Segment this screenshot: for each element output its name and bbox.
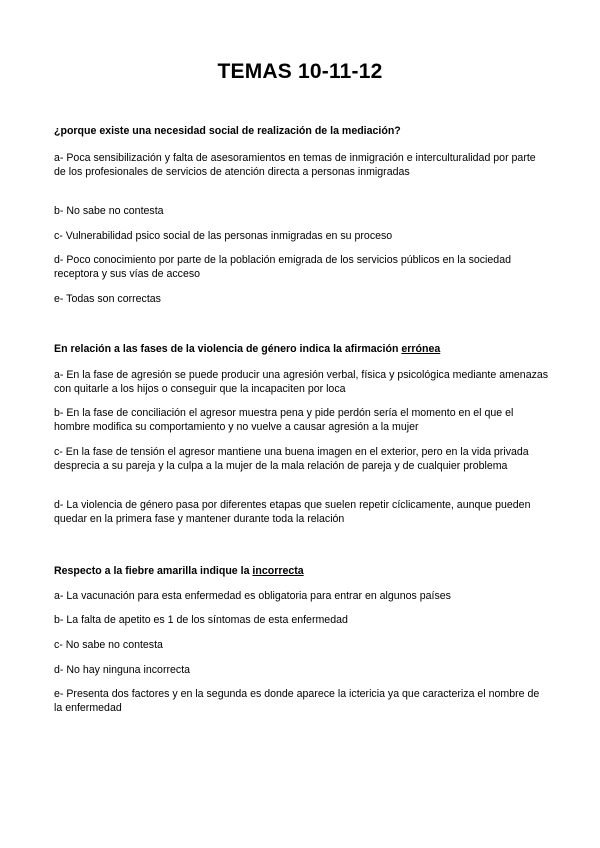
question-2-text: En relación a las fases de la violencia de género indica la afirmación bbox=[54, 343, 402, 355]
question-2-option-c: c- En la fase de tensión el agresor mantiene una buena imagen en el exterior, pero en la vida privada desprecia a su pareja y la culpa a la mujer de la mala relación de pareja y de cualquier problema bbox=[54, 446, 529, 472]
question-3-option-b: b- La falta de apetito es 1 de los síntomas de esta enfermedad bbox=[54, 614, 348, 626]
question-1-option-a: a- Poca sensibilización y falta de asesoramientos en temas de inmigración e interculturalidad por parte de los profesionales de servicios de atención directa a personas inmigradas bbox=[54, 152, 536, 178]
question-3-underlined-word: incorrecta bbox=[252, 565, 304, 577]
question-3-option-d: d- No hay ninguna incorrecta bbox=[54, 664, 191, 676]
question-1-option-c: c- Vulnerabilidad psico social de las personas inmigradas en su proceso bbox=[54, 230, 393, 242]
question-3-option-e: e- Presenta dos factores y en la segunda es donde aparece la ictericia ya que caracteriza el nombre de la enfermedad bbox=[54, 688, 540, 714]
question-1-option-b: b- No sabe no contesta bbox=[54, 205, 164, 217]
question-2 bbox=[54, 342, 554, 356]
question-3 bbox=[54, 564, 554, 578]
question-1-option-e: e- Todas son correctas bbox=[54, 293, 161, 305]
question-3-option-c: c- No sabe no contesta bbox=[54, 639, 163, 651]
question-2-option-d: d- La violencia de género pasa por diferentes etapas que suelen repetir cíclicamente, aunque pueden quedar en la primera fase y mantener durante toda la relación bbox=[54, 499, 531, 525]
question-3-text: Respecto a la fiebre amarilla indique la bbox=[54, 565, 253, 577]
question-1-text: ¿porque existe una necesidad social de realización de la mediación? bbox=[54, 125, 401, 137]
question-2-underlined-word: errónea bbox=[401, 343, 441, 355]
question-3-option-a: a- La vacunación para esta enfermedad es obligatoria para entrar en algunos países bbox=[54, 590, 451, 602]
question-2-option-a: a- En la fase de agresión se puede producir una agresión verbal, física y psicológica mediante amenazas con quitarle a los hijos o conseguir que la incapaciten por loca bbox=[54, 369, 549, 395]
question-1 bbox=[54, 124, 554, 138]
question-1-option-d: d- Poco conocimiento por parte de la población emigrada de los servicios públicos en la sociedad receptora y sus vías de acceso bbox=[54, 254, 511, 280]
document-title: TEMAS 10-11-12 bbox=[217, 60, 383, 83]
question-2-option-b: b- En la fase de conciliación el agresor muestra pena y pide perdón sería el momento en el que el hombre modifica su comportamiento y no vuelve a causar agresión a la mujer bbox=[54, 407, 514, 433]
